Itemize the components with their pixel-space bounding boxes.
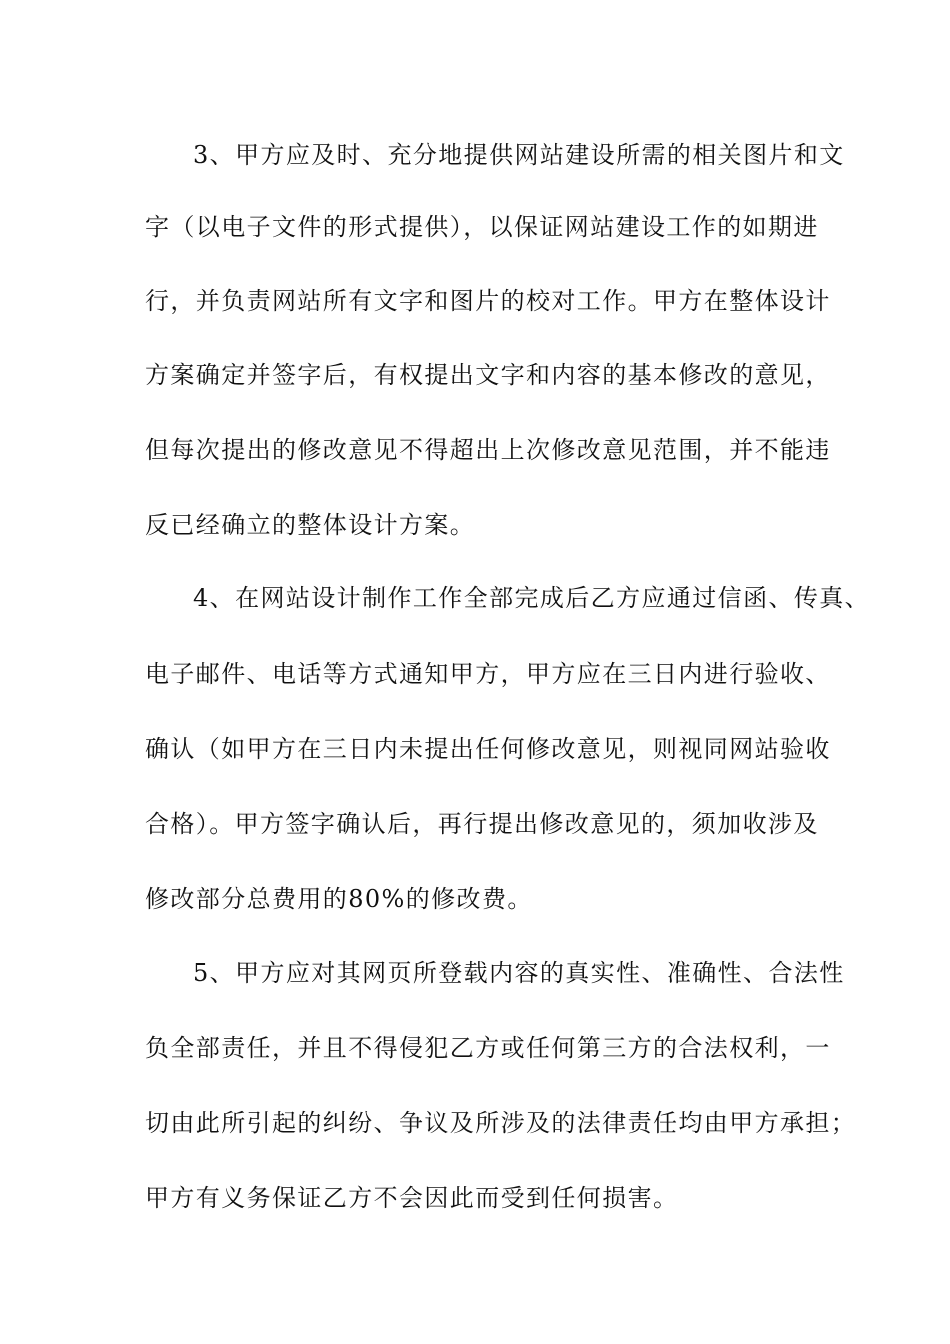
paragraph-4-line-4: 合格）。甲方签字确认后，再行提出修改意见的，须加收涉及: [145, 810, 819, 838]
paragraph-5-line-1: 5、甲方应对其网页所登载内容的真实性、准确性、合法性: [193, 959, 845, 987]
paragraph-3-line-3: 行，并负责网站所有文字和图片的校对工作。甲方在整体设计: [145, 287, 831, 315]
paragraph-4-line-3: 确认（如甲方在三日内未提出任何修改意见，则视同网站验收: [145, 735, 831, 763]
paragraph-4-line-2: 电子邮件、电话等方式通知甲方，甲方应在三日内进行验收、: [145, 660, 831, 688]
paragraph-5-line-2: 负全部责任，并且不得侵犯乙方或任何第三方的合法权利，一: [145, 1034, 831, 1062]
paragraph-5-line-4: 甲方有义务保证乙方不会因此而受到任何损害。: [145, 1184, 679, 1212]
paragraph-5-line-3: 切由此所引起的纠纷、争议及所涉及的法律责任均由甲方承担；: [145, 1109, 857, 1137]
paragraph-3-line-6: 反已经确立的整体设计方案。: [145, 511, 476, 539]
paragraph-3-line-2: 字（以电子文件的形式提供），以保证网站建设工作的如期进: [145, 213, 819, 241]
paragraph-4-line-5: 修改部分总费用的80%的修改费。: [145, 885, 533, 913]
paragraph-3-line-4: 方案确定并签字后，有权提出文字和内容的基本修改的意见，: [145, 361, 831, 389]
paragraph-3-line-1: 3、甲方应及时、充分地提供网站建设所需的相关图片和文: [193, 141, 845, 169]
paragraph-4-line-1: 4、在网站设计制作工作全部完成后乙方应通过信函、传真、: [193, 584, 871, 612]
paragraph-3-line-5: 但每次提出的修改意见不得超出上次修改意见范围，并不能违: [145, 436, 831, 464]
